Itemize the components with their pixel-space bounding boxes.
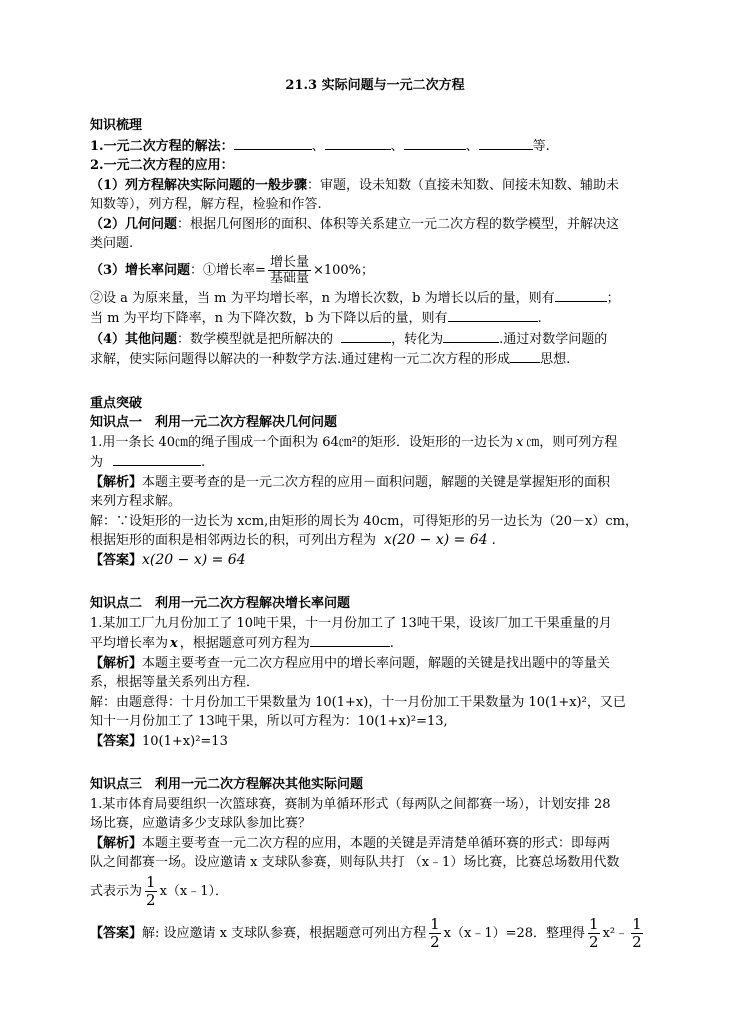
blank-field[interactable]	[234, 136, 312, 150]
knowledge-item-2-cont: 类问题.	[90, 236, 134, 251]
topic-2-analysis	[90, 654, 670, 674]
solve-methods-label: 1.一元二次方程的解法：	[90, 138, 234, 154]
answer-text: x（x﹣1）=28．整理得	[443, 925, 586, 941]
topic-1-solution: 解：∵设矩形的一边长为 xcm,由矩形的周长为 40cm，可得矩形的另一边长为（20－x）cm，	[90, 513, 638, 529]
topic-2-question: 1.某加工厂九月份加工了 10吨干果，十一月份加工了 13吨干果，设该厂加工干果重量的月	[90, 615, 612, 631]
topic-1-analysis-cont: 来列方程求解。	[90, 494, 182, 509]
question-text: ㎝，则可列方程	[526, 434, 618, 450]
blank-field[interactable]	[310, 633, 390, 647]
answer-label: 【答案】	[90, 925, 143, 941]
fraction-denominator: 2	[589, 932, 599, 951]
knowledge-item-1-cont: 知数等），列方程，解方程，检验和作答.	[90, 197, 322, 212]
topic-1-question-cont	[90, 452, 670, 473]
topic-2-solution-cont: 知十一月份加工了 13吨干果，所以可方程为：10(1+x)²=13,	[90, 714, 448, 729]
topic-2-solution: 解：由题意得：十月份加工干果数量为 10(1+x)，十一月份加工干果数量为 10(1+x)²，又已	[90, 694, 626, 710]
topic-2-question-cont	[90, 633, 670, 654]
analysis-text: 式表示为	[90, 883, 143, 899]
blank-field[interactable]	[341, 329, 391, 343]
solution-text: 根据矩形的面积是相邻两边长的积，可列出方程为	[90, 533, 377, 548]
fraction-numerator: 1	[632, 914, 642, 933]
answer-label: 【答案】	[90, 552, 143, 568]
blank-field[interactable]	[510, 349, 540, 363]
one-half-fraction	[631, 916, 643, 951]
topic-3-title: 知识点三 利用一元二次方程解决其他实际问题	[90, 777, 364, 792]
spacer	[90, 751, 670, 775]
answer-equation: 10(1+x)²=13	[142, 733, 228, 749]
analysis-text: 本题主要考查一元二次方程的应用，本题的关键是弄清楚单循环赛的形式：即每两	[142, 835, 611, 851]
worksheet-page	[90, 76, 670, 953]
variable-x: x	[170, 636, 178, 651]
analysis-text: x（x﹣1）．	[159, 883, 228, 899]
blank-field[interactable]	[325, 136, 391, 150]
blank-field[interactable]	[443, 329, 499, 343]
question-text: 1.用一条长 40㎝的绳子围成一个面积为 64㎝²的矩形．设矩形的一边长为	[90, 434, 513, 450]
item-label: （4）其他问题	[90, 331, 178, 347]
knowledge-line-1	[90, 136, 670, 157]
growth-rate-fraction	[268, 255, 311, 286]
analysis-label: 【解析】	[90, 835, 143, 851]
analysis-label: 【解析】	[90, 474, 143, 490]
topic-2-analysis-cont: 系，根据等量关系列出方程．	[90, 675, 260, 690]
topic-3-analysis	[90, 834, 670, 854]
fraction-denominator: 基础量	[269, 270, 309, 286]
question-text: ，根据题意可列方程为	[179, 636, 310, 651]
line-end-text: .	[201, 455, 206, 470]
item-text: 求解，使实际问题得以解决的一种数学方法.通过建构一元二次方程的形成	[90, 352, 511, 367]
topic-3-answer	[90, 915, 670, 953]
knowledge-item-1	[90, 176, 670, 196]
one-half-fraction	[588, 916, 600, 951]
knowledge-item-4	[90, 329, 670, 350]
answer-label: 【答案】	[90, 733, 143, 749]
item-text: 当 m 为平均下降率，n 为下降次数，b 为下降以后的量，则有	[90, 311, 448, 326]
knowledge-line-2: 2.一元二次方程的应用：	[90, 158, 234, 173]
section-heading-focus: 重点突破	[90, 395, 143, 411]
analysis-label: 【解析】	[90, 655, 143, 671]
blank-field[interactable]	[479, 136, 533, 150]
topic-3-analysis-expr	[90, 873, 670, 911]
fraction-numerator: 1	[146, 872, 156, 891]
line-end-text: ；	[606, 290, 620, 306]
analysis-text: 本题主要考查一元二次方程应用中的增长率问题，解题的关键是找出题中的等量关	[142, 655, 611, 671]
line-end-text: 思想.	[540, 352, 571, 367]
item-text: ②设 a 为原来量，当 m 为平均增长率，n 为增长次数，b 为增长以后的量，则有	[90, 290, 555, 306]
analysis-text: 本题主要考查的是一元二次方程的应用－面积问题，解题的关键是掌握矩形的面积	[142, 474, 611, 490]
item-label: （3）增长率问题	[90, 262, 191, 278]
item-text-end: ×100%；	[312, 262, 375, 278]
item-text: .通过对数学问题的	[499, 331, 608, 347]
topic-1-title: 知识点一 利用一元二次方程解决几何问题	[90, 415, 338, 430]
spacer	[90, 370, 670, 394]
separator: 、	[465, 138, 479, 154]
blank-field[interactable]	[113, 452, 201, 466]
question-text: 为	[90, 455, 104, 470]
line-end-text: .	[537, 311, 542, 326]
fraction-numerator: 1	[589, 914, 599, 933]
knowledge-item-3	[90, 254, 670, 288]
one-half-fraction	[429, 916, 441, 951]
equation: x(20 − x) = 64	[384, 532, 488, 548]
item-text: ：①增长率=	[190, 262, 266, 278]
topic-3-analysis-cont: 队之间都赛一场。设应邀请 x 支球队参赛，则每队共打 （x﹣1）场比赛，比赛总场数用代数	[90, 855, 620, 870]
knowledge-item-4-cont	[90, 349, 670, 370]
variable-x: x	[515, 434, 524, 450]
section-heading-knowledge: 知识梳理	[90, 118, 143, 133]
topic-1-answer	[90, 551, 670, 571]
topic-2-answer	[90, 732, 670, 752]
topic-3-question: 1.某市体育局要组织一次篮球赛，赛制为单循环形式（每两队之间都赛一场），计划安排 28	[90, 796, 611, 812]
topic-3-question-cont: 场比赛，应邀请多少支球队参加比赛？	[90, 816, 312, 831]
line-end-text: 等.	[532, 138, 550, 154]
item-label: （1）列方程解决实际问题的一般步骤	[90, 177, 308, 193]
item-text: ，转化为	[391, 331, 444, 347]
line-end-text: .	[389, 636, 394, 651]
one-half-fraction	[145, 874, 157, 909]
topic-2-title: 知识点二 利用一元二次方程解决增长率问题	[90, 596, 351, 611]
line-end-text: .	[491, 533, 496, 548]
fraction-numerator: 增长量	[269, 254, 309, 270]
blank-field[interactable]	[555, 288, 607, 302]
separator: 、	[390, 138, 404, 154]
separator: 、	[311, 138, 325, 154]
item-text: ：根据几何图形的面积、体积等关系建立一元二次方程的数学模型，并解决这	[177, 216, 620, 232]
item-text: ：审题，设未知数（直接未知数、间接未知数、辅助未	[307, 177, 620, 193]
fraction-denominator: 2	[146, 890, 156, 909]
answer-equation: x(20 − x) = 64	[142, 551, 246, 568]
fraction-numerator: 1	[430, 914, 440, 933]
question-text: 平均增长率为	[90, 636, 169, 651]
item-label: （2）几何问题	[90, 216, 178, 232]
answer-text: x²﹣	[602, 925, 629, 941]
knowledge-item-3-line-2	[90, 288, 670, 309]
fraction-denominator: 2	[430, 932, 440, 951]
topic-1-question	[90, 433, 670, 453]
answer-text: 解: 设应邀请 x 支球队参赛，根据题意可列出方程	[142, 925, 427, 941]
blank-field[interactable]	[448, 308, 538, 322]
topic-1-solution-cont	[90, 531, 670, 551]
fraction-denominator: 2	[632, 932, 642, 951]
blank-field[interactable]	[404, 136, 466, 150]
knowledge-item-2	[90, 215, 670, 235]
page-title: 21.3 实际问题与一元二次方程	[285, 78, 465, 93]
item-text: ：数学模型就是把所解决的	[177, 331, 334, 347]
spacer	[90, 570, 670, 594]
topic-1-analysis	[90, 473, 670, 493]
spacer	[90, 96, 670, 116]
knowledge-item-3-line-3	[90, 308, 670, 329]
